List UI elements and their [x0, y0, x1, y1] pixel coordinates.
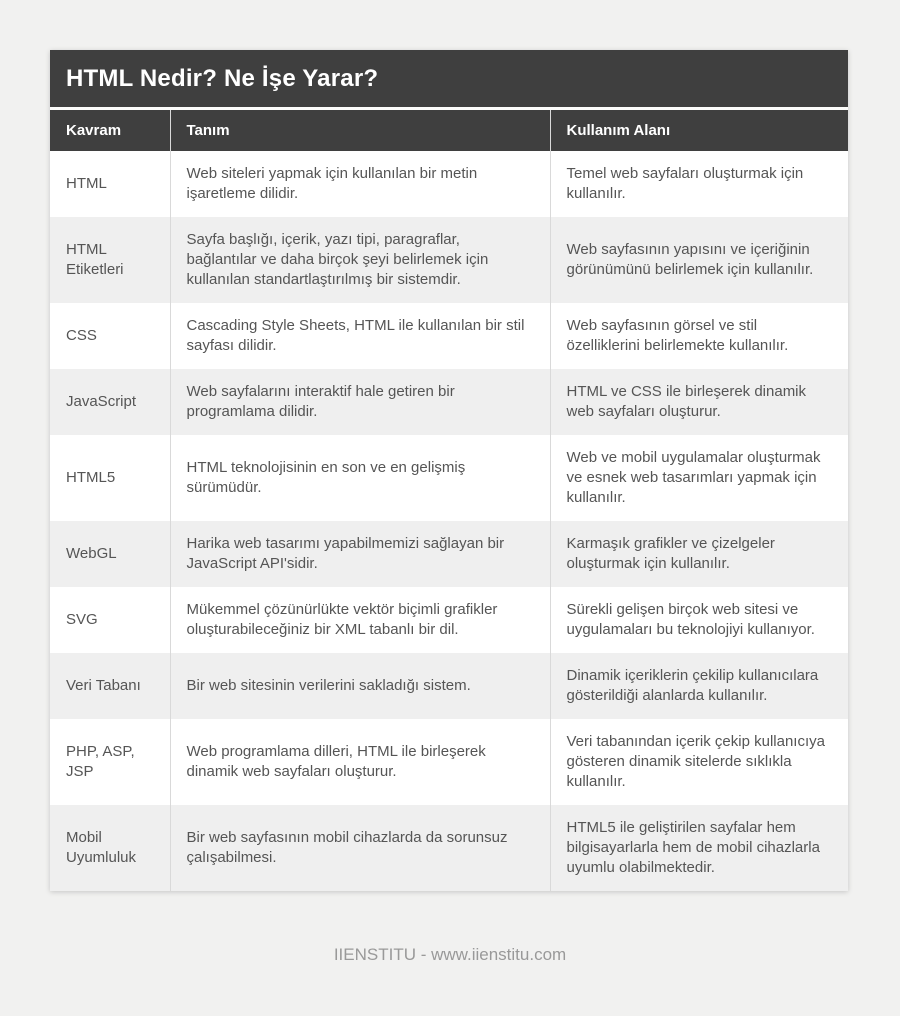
- table-row-php-asp-jsp: [50, 719, 848, 805]
- column-header-kullanim-alani: Kullanım Alanı: [550, 110, 848, 151]
- table-row-webgl: [50, 521, 848, 587]
- cell-kullanim: HTML5 ile geliştirilen sayfalar hem bilgisayarlarla hem de mobil cihazlarla uyumlu olabilmektedir.: [550, 805, 848, 891]
- cell-tanim: Web siteleri yapmak için kullanılan bir metin işaretleme dilidir.: [170, 151, 550, 217]
- html-info-card: [50, 50, 848, 891]
- cell-tanim: Bir web sayfasının mobil cihazlarda da sorunsuz çalışabilmesi.: [170, 805, 550, 891]
- cell-tanim: Bir web sitesinin verilerini sakladığı sistem.: [170, 653, 550, 719]
- cell-kavram: Veri Tabanı: [66, 677, 141, 694]
- table-row-html5: [50, 435, 848, 521]
- cell-kullanim: Dinamik içeriklerin çekilip kullanıcılara gösterildiği alanlarda kullanılır.: [550, 653, 848, 719]
- footer-credit: IIENSTITU - www.iienstitu.com: [333, 945, 567, 964]
- cell-kullanim: Sürekli gelişen birçok web sitesi ve uygulamaları bu teknolojiyi kullanıyor.: [550, 587, 848, 653]
- cell-kavram: HTML5: [66, 469, 116, 486]
- table-row-css: [50, 303, 848, 369]
- cell-tanim: Web sayfalarını interaktif hale getiren bir programlama dilidir.: [170, 369, 550, 435]
- cell-kavram: CSS: [66, 327, 97, 344]
- cell-kullanim: Web sayfasının yapısını ve içeriğinin görünümünü belirlemek için kullanılır.: [550, 217, 848, 303]
- cell-tanim: Cascading Style Sheets, HTML ile kullanılan bir stil sayfası dilidir.: [170, 303, 550, 369]
- cell-tanim: HTML teknolojisinin en son ve en gelişmiş sürümüdür.: [170, 435, 550, 521]
- cell-kavram: Mobil Uyumluluk: [66, 829, 137, 866]
- table-row-mobil-uyumluluk: [50, 805, 848, 891]
- cell-kullanim: Veri tabanından içerik çekip kullanıcıya gösteren dinamik sitelerde sıklıkla kullanılır.: [550, 719, 848, 805]
- info-table: [50, 110, 848, 891]
- cell-kavram: WebGL: [66, 545, 117, 562]
- cell-kavram: PHP, ASP, JSP: [66, 743, 135, 780]
- table-row-veri-tabani: [50, 653, 848, 719]
- cell-tanim: Harika web tasarımı yapabilmemizi sağlayan bir JavaScript API'sidir.: [170, 521, 550, 587]
- cell-tanim: Sayfa başlığı, içerik, yazı tipi, paragraflar, bağlantılar ve daha birçok şeyi belirlemek için kullanılan standartlaştırılmış bir sistemdir.: [170, 217, 550, 303]
- cell-kavram: HTML: [66, 175, 107, 192]
- cell-tanim: Web programlama dilleri, HTML ile birleşerek dinamik web sayfaları oluşturur.: [170, 719, 550, 805]
- table-row-html: [50, 151, 848, 217]
- cell-kullanim: Web ve mobil uygulamalar oluşturmak ve esnek web tasarımları yapmak için kullanılır.: [550, 435, 848, 521]
- table-header-row: [50, 110, 848, 151]
- table-row-svg: [50, 587, 848, 653]
- column-header-tanim: Tanım: [170, 110, 550, 151]
- cell-kullanim: HTML ve CSS ile birleşerek dinamik web sayfaları oluşturur.: [550, 369, 848, 435]
- cell-kavram: HTML Etiketleri: [66, 241, 124, 278]
- cell-kullanim: Karmaşık grafikler ve çizelgeler oluşturmak için kullanılır.: [550, 521, 848, 587]
- cell-kullanim: Temel web sayfaları oluşturmak için kullanılır.: [550, 151, 848, 217]
- cell-kavram: SVG: [66, 611, 98, 628]
- column-header-kavram: Kavram: [50, 110, 170, 151]
- table-row-javascript: [50, 369, 848, 435]
- cell-kavram: JavaScript: [66, 393, 137, 410]
- cell-tanim: Mükemmel çözünürlükte vektör biçimli grafikler oluşturabileceğiniz bir XML tabanlı bir dil.: [170, 587, 550, 653]
- page-title: HTML Nedir? Ne İşe Yarar?: [50, 50, 848, 110]
- cell-kullanim: Web sayfasının görsel ve stil özelliklerini belirlemekte kullanılır.: [550, 303, 848, 369]
- table-row-html-etiketleri: [50, 217, 848, 303]
